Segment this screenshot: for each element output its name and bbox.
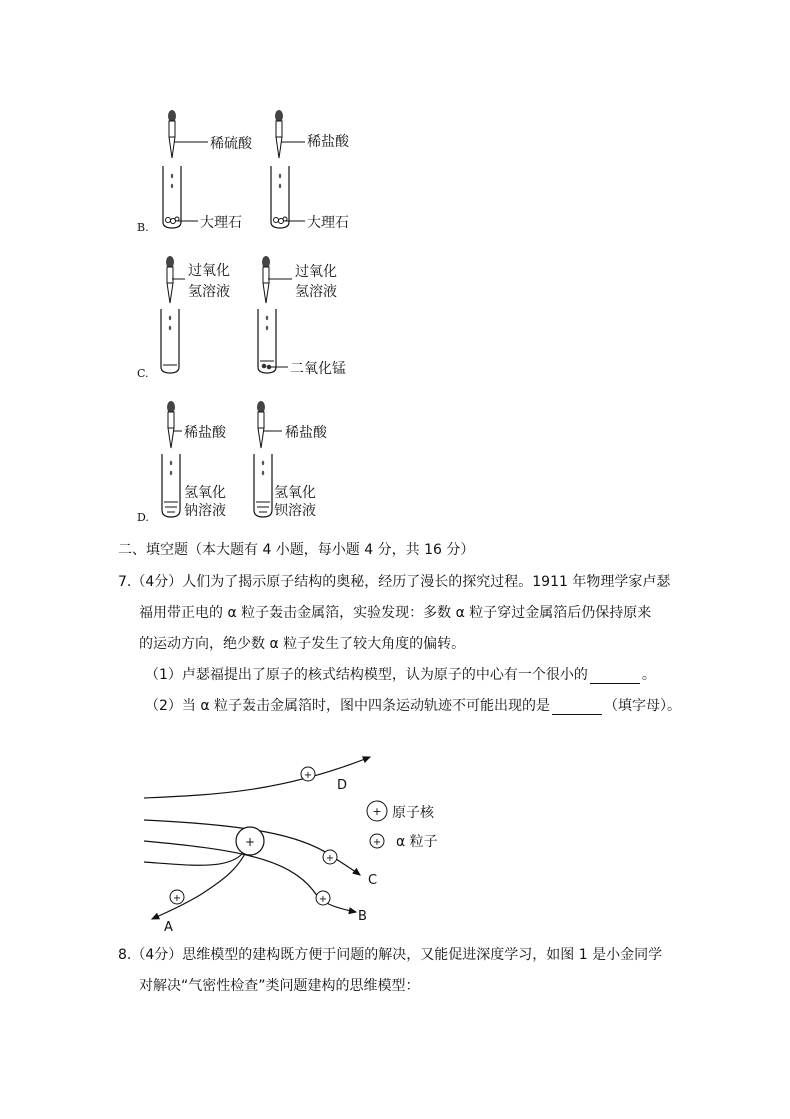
q8-line2: 对解决“气密性检查”类问题建构的思维模型： — [139, 978, 420, 994]
left-solid-label: 大理石 — [200, 215, 242, 231]
q7-sub2 — [145, 697, 681, 715]
left-liquid-label-line1: 氢氧化 — [184, 485, 226, 501]
right-test-tube — [258, 309, 288, 373]
right-solid-label: 大理石 — [307, 215, 349, 231]
right-liquid-label-line1: 氢氧化 — [274, 485, 316, 501]
option-c-letter: C. — [137, 367, 149, 380]
q7-sub2-end: （填字母）。 — [604, 698, 682, 714]
legend-nucleus-label: 原子核 — [392, 805, 434, 821]
legend-alpha-label: α 粒子 — [396, 834, 438, 850]
q7-sub1-answer-blank[interactable] — [590, 669, 640, 684]
q7-sub2-answer-blank[interactable] — [552, 700, 602, 715]
trajectory-label-b: B — [358, 909, 367, 924]
left-dropper — [167, 401, 182, 448]
left-dropper-label-line1: 过氧化 — [188, 263, 230, 279]
trajectory-label-a: A — [164, 920, 173, 935]
option-c-figure — [130, 245, 390, 380]
right-liquid-label-line2: 钡溶液 — [274, 503, 316, 519]
alpha-particle-b-plus: + — [318, 894, 328, 905]
q7-line1: 7.（4分）人们为了揭示原子结构的奥秘，经历了漫长的探究过程。1911 年物理学家卢瑟 — [118, 574, 671, 590]
right-test-tube — [254, 454, 272, 517]
right-dropper-label-line2: 氢溶液 — [295, 284, 337, 300]
legend-alpha-plus: + — [372, 837, 382, 848]
q7-line2: 福用带正电的 α 粒子轰击金属箔，实验发现：多数 α 粒子穿过金属箔后仍保持原来 — [139, 605, 652, 621]
left-test-tube — [162, 454, 180, 517]
q7-sub1 — [145, 666, 656, 684]
option-d-figure — [130, 390, 390, 530]
trajectory-label-d: D — [337, 778, 348, 793]
left-test-tube — [163, 166, 198, 228]
q8-line1: 8.（4分）思维模型的建构既方便于问题的解决，又能促进深度学习，如图 1 是小金同学 — [118, 947, 663, 963]
left-liquid-label-line2: 钠溶液 — [184, 503, 226, 519]
left-dropper-label-line2: 氢溶液 — [188, 284, 230, 300]
alpha-particle-a-plus: + — [172, 893, 182, 904]
right-solid-label: 二氧化锰 — [290, 361, 346, 377]
nucleus-plus: + — [244, 835, 256, 849]
right-dropper-label: 稀盐酸 — [307, 134, 349, 150]
q7-line3: 的运动方向，绝少数 α 粒子发生了较大角度的偏转。 — [139, 636, 466, 652]
left-test-tube — [161, 309, 179, 373]
section-heading: 二、填空题（本大题有 4 小题，每小题 4 分，共 16 分） — [118, 542, 475, 558]
alpha-scattering-diagram — [130, 745, 460, 940]
option-d-letter: D. — [137, 511, 149, 524]
legend-nucleus-plus: + — [372, 805, 382, 818]
left-dropper — [168, 110, 208, 158]
right-test-tube — [271, 166, 305, 228]
q7-sub1-end: 。 — [641, 667, 656, 683]
left-dropper-label: 稀盐酸 — [184, 425, 226, 441]
alpha-particle-d-plus: + — [303, 770, 313, 781]
q7-sub2-text: （2）当 α 粒子轰击金属箔时，图中四条运动轨迹不可能出现的是 — [145, 698, 551, 714]
right-dropper-label-line1: 过氧化 — [295, 264, 337, 280]
trajectory-label-c: C — [368, 873, 378, 888]
alpha-particle-c-plus: + — [325, 853, 335, 864]
left-dropper-label: 稀硫酸 — [210, 136, 252, 152]
q7-sub1-text: （1）卢瑟福提出了原子的核式结构模型，认为原子的中心有一个很小的 — [145, 667, 588, 683]
left-dropper — [166, 256, 185, 303]
legend — [367, 801, 438, 850]
right-dropper — [275, 110, 305, 158]
right-dropper-label: 稀盐酸 — [285, 425, 327, 441]
right-dropper — [257, 401, 282, 448]
option-b-figure — [130, 100, 390, 240]
option-b-letter: B. — [137, 221, 149, 234]
right-dropper — [262, 256, 292, 303]
